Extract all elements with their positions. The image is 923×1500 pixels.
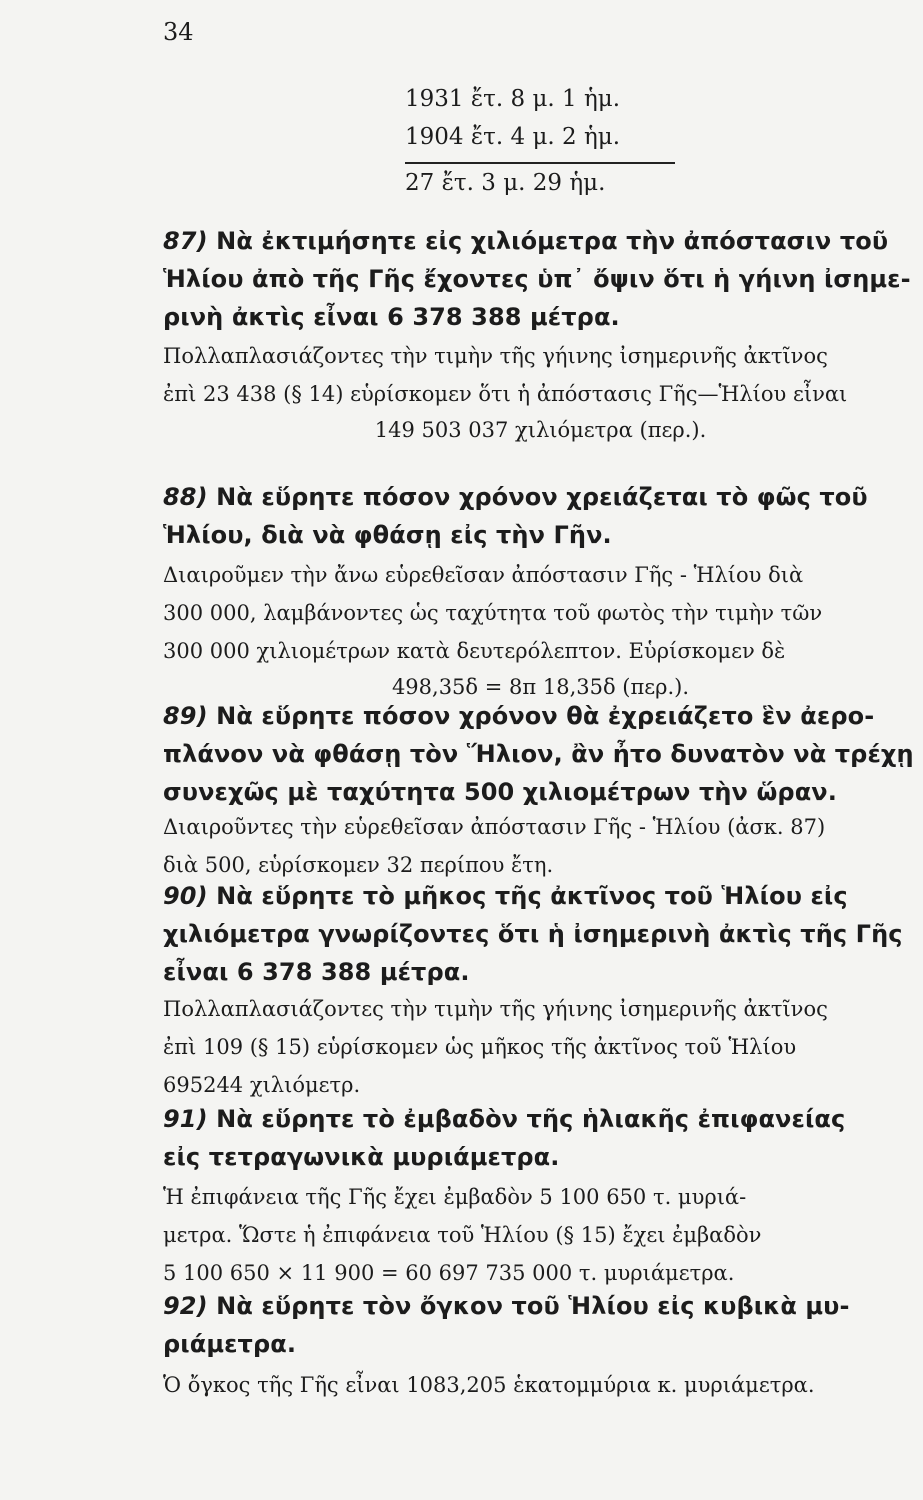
problem-91-body: Ἡ ἐπιφάνεια τῆς Γῆς ἔχει ἐμβαδὸν 5 100 650 τ. μυριά- μετρα. Ὥστε ἡ ἐπιφάνεια τοῦ Ἡλίου (§ 15) ἔχει ἐμβαδὸν 5 100 650 × 11 900 = 60 697 735 000 τ. μυριάμετρα. <box>163 1185 762 1285</box>
problem-88-body: Διαιροῦμεν τὴν ἄνω εὑρεθεῖσαν ἀπόστασιν Γῆς - Ἡλίου διὰ 300 000, λαμβάνοντες ὡς ταχύτητα τοῦ φωτὸς τὴν τιμὴν τῶν 300 000 χιλιομέτρων κατὰ δευτερόλεπτον. Εὑρίσκομεν δὲ <box>163 563 823 663</box>
problem-91-heading: 91) Νὰ εὕρητε τὸ ἐμβαδὸν τῆς ἡλιακῆς ἐπιφανείας εἰς τετραγωνικὰ μυριάμετρα. <box>163 1105 846 1171</box>
problem-88-formula: 498,35δ = 8π 18,35δ (περ.). <box>391 675 690 699</box>
problem-89-heading: 89) Νὰ εὕρητε πόσον χρόνον θὰ ἐχρειάζετο ἓν ἀερο- πλάνον νὰ φθάσῃ τὸν Ἥλιον, ἂν ἦτο δυνατὸν νὰ τρέχῃ συνεχῶς μὲ ταχύτητα 500 χιλιομέτρων τὴν ὥραν. <box>163 702 914 806</box>
problem-90-body: Πολλαπλασιάζοντες τὴν τιμὴν τῆς γήινης ἰσημερινῆς ἀκτῖνος ἐπὶ 109 (§ 15) εὑρίσκομεν ὡς μῆκος τῆς ἀκτῖνος τοῦ Ἡλίου 695244 χιλιόμετρ. <box>163 997 828 1097</box>
problem-92-heading: 92) Νὰ εὕρητε τὸν ὄγκον τοῦ Ἡλίου εἰς κυβικὰ μυ- ριάμετρα. <box>163 1292 850 1358</box>
problem-87-heading: 87) Νὰ ἐκτιμήσητε εἰς χιλιόμετρα τὴν ἀπόστασιν τοῦ Ἡλίου ἀπὸ τῆς Γῆς ἔχοντες ὑπ᾽ ὄψιν ὅτι ἡ γήινη ἰσημε- ρινὴ ἀκτὶς εἶναι 6 378 388 μέτρα. <box>163 227 911 331</box>
problem-89-body: Διαιροῦντες τὴν εὑρεθεῖσαν ἀπόστασιν Γῆς - Ἡλίου (ἀσκ. 87) διὰ 500, εὑρίσκομεν 32 περίπου ἔτη. <box>163 815 826 877</box>
calc-result: 27 ἔτ. 3 μ. 29 ἡμ. <box>405 170 606 196</box>
problem-87-formula: 149 503 037 χιλιόμετρα (περ.). <box>374 418 707 442</box>
problem-90-heading: 90) Νὰ εὕρητε τὸ μῆκος τῆς ἀκτῖνος τοῦ Ἡλίου εἰς χιλιόμετρα γνωρίζοντες ὅτι ἡ ἰσημερινὴ ἀκτὶς τῆς Γῆς εἶναι 6 378 388 μέτρα. <box>163 882 903 986</box>
calc-row-1: 1931 ἔτ. 8 μ. 1 ἡμ. <box>405 86 621 112</box>
problem-88-heading: 88) Νὰ εὕρητε πόσον χρόνον χρειάζεται τὸ φῶς τοῦ Ἡλίου, διὰ νὰ φθάσῃ εἰς τὴν Γῆν. <box>163 483 868 549</box>
page-number: 34 <box>163 18 194 46</box>
problem-87-body: Πολλαπλασιάζοντες τὴν τιμὴν τῆς γήινης ἰσημερινῆς ἀκτῖνος ἐπὶ 23 438 (§ 14) εὑρίσκομεν ὅτι ἡ ἀπόστασις Γῆς—Ἡλίου εἶναι <box>163 344 848 406</box>
problem-92-body: Ὁ ὄγκος τῆς Γῆς εἶναι 1083,205 ἑκατομμύρια κ. μυριάμετρα. <box>163 1373 815 1397</box>
calc-row-2: 1904 ἔτ. 4 μ. 2 ἡμ. <box>405 124 621 150</box>
date-subtraction <box>405 80 675 202</box>
